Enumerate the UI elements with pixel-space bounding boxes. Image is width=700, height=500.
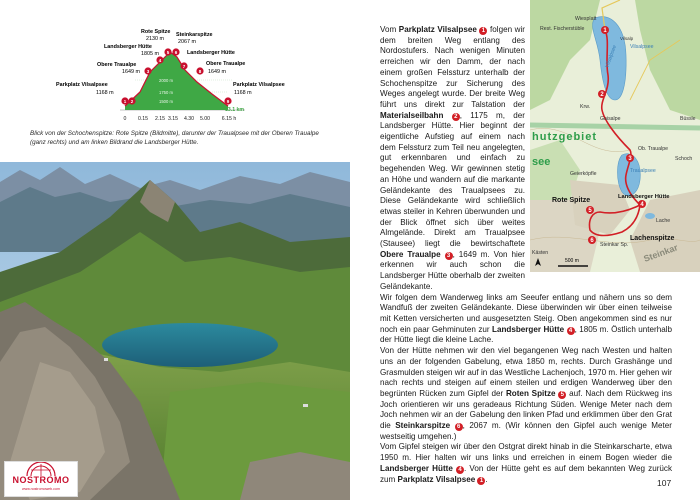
point-elev: 1168 m (234, 90, 252, 96)
svg-text:Lache: Lache (656, 218, 671, 224)
nostromo-watermark (4, 461, 78, 497)
svg-text:Vilsalpsee: Vilsalpsee (604, 44, 618, 69)
svg-text:2: 2 (600, 92, 604, 98)
landscape-photo (0, 162, 350, 500)
waypoint-badge: 1 (477, 477, 485, 485)
distance-label: 13.1 km (225, 107, 245, 113)
axis-tick: 6.15 h (221, 116, 237, 122)
svg-text:Geierköpfle: Geierköpfle (570, 171, 597, 177)
svg-text:Steinkar: Steinkar (642, 242, 680, 264)
paragraph-3: Von der Hütte nehmen wir den viel begangenen Weg nach Westen und halten uns an der folgenden Gabelung, etwa 1850 m, rechts. Durch Grashänge und Grasmulden steigen wir auf in das Westliche Lachenjoch, 1970 m. Hier gehen wir nach rechts und steigen auf einem steilen und erdigen Wanderweg über den begrünten Rücken zum Gipfel der Roten Spitze 5 auf. Nach dem Rückweg ins Joch orientieren wir uns geradeaus Richtung Süden. Wenige Meter nach dem Joch nehmen wir an der Gabelung den linken Pfad und erklimmen über den Grat die Steinkarspitze 6 , 2067 m. (Wir können den Gipfel auch wenige Meter westseitig umgehen.) (380, 346, 673, 441)
axis-tick: 2.15 (154, 116, 166, 122)
map-protected-label: hutzgebiet (532, 131, 597, 143)
point-elev: 2067 m (178, 39, 196, 45)
watermark-site: www.nostromoweb.com (22, 487, 60, 491)
route-description (380, 25, 693, 485)
watermark-logo-icon (5, 462, 77, 476)
svg-text:6: 6 (174, 50, 178, 55)
elevation-profile (0, 0, 350, 125)
svg-text:4: 4 (158, 58, 162, 63)
point-name: Landsberger Hütte (187, 50, 235, 56)
grid-label-1750: 1750 m (159, 90, 173, 95)
svg-text:1: 1 (603, 28, 607, 34)
svg-text:Steinkar Sp.: Steinkar Sp. (600, 242, 629, 248)
axis-tick: 4.30 (183, 116, 195, 122)
svg-text:Gaisalpe: Gaisalpe (600, 116, 621, 122)
waypoint-badge: 1 (479, 27, 487, 35)
waypoint-badge: 4 (456, 466, 464, 474)
paragraph-4: Vom Gipfel steigen wir über den Ostgrat direkt hinab in die Steinkarscharte, etwa 1950 m. Hier halten wir uns links und erreichen in einem Bogen wieder die Landsberger Hütte 4 . Von der Hütte geht es auf dem bekannten Weg zurück zum Parkplatz Vilsalpsee 1 . (380, 442, 672, 484)
svg-text:Rest. Fischerstüble: Rest. Fischerstüble (540, 26, 585, 32)
svg-text:Traualpsee: Traualpsee (630, 168, 656, 174)
svg-text:3: 3 (146, 69, 150, 74)
point-elev: 1649 m (208, 69, 226, 75)
point-name: Steinkarspitze (176, 32, 213, 38)
svg-text:Krw.: Krw. (580, 104, 591, 110)
page-number: 107 (657, 478, 672, 488)
point-elev: 1168 m (96, 90, 114, 96)
point-name: Obere Traualpe (97, 62, 137, 68)
axis-tick: 0.15 (137, 116, 149, 122)
svg-text:Vilsalpsee: Vilsalpsee (630, 44, 654, 50)
point-elev: 1805 m (141, 51, 159, 57)
svg-text:Kästen: Kästen (532, 250, 549, 256)
svg-text:3: 3 (628, 156, 632, 162)
waypoint-badge: 4 (567, 327, 575, 335)
axis-tick: 3.15 (167, 116, 179, 122)
svg-text:4: 4 (640, 202, 644, 208)
svg-text:7: 7 (182, 64, 186, 69)
waypoint-badge: 3 (445, 252, 453, 260)
svg-text:5: 5 (588, 208, 592, 214)
point-elev: 2130 m (146, 36, 164, 42)
map-lachenspitze: Lachenspitze (630, 235, 675, 242)
svg-text:Vilsalp: Vilsalp (620, 36, 634, 41)
grid-label-2000: 2000 m (159, 78, 173, 83)
watermark-brand: NOSTROMO (12, 475, 70, 485)
svg-text:2: 2 (130, 99, 134, 104)
waypoint-badge: 5 (558, 391, 566, 399)
point-name: Parkplatz Vilsalpsee (233, 82, 285, 88)
grid-label-1500: 1500 m (159, 99, 173, 104)
axis-tick: 5.00 (199, 116, 211, 122)
profile-axis (124, 116, 237, 122)
waypoint-badge: 6 (455, 423, 463, 431)
svg-text:9: 9 (226, 99, 230, 104)
svg-text:Schoch: Schoch (675, 156, 693, 162)
svg-text:8: 8 (198, 69, 202, 74)
point-elev: 1649 m (122, 69, 140, 75)
map-rote-spitze: Rote Spitze (552, 197, 591, 204)
svg-text:1: 1 (123, 99, 127, 104)
svg-text:Büssle: Büssle (680, 116, 696, 122)
svg-text:6: 6 (590, 238, 594, 244)
waypoint-badge: 2 (452, 113, 460, 121)
photo-caption: Blick von der Schochenspitze: Rote Spitze (Bildmitte), darunter der Traualpsee mit der Oberen Traualpe (ganz rechts) und am linken Bildrand die Landsberger Hütte. (30, 130, 319, 146)
point-name: Landsberger Hütte (104, 44, 152, 50)
axis-tick: 0 (123, 116, 127, 122)
svg-text:5: 5 (166, 50, 170, 55)
map-see-label: see (532, 156, 551, 168)
point-name: Obere Traualpe (206, 61, 246, 67)
point-name: Parkplatz Vilsalpsee (56, 82, 108, 88)
paragraph-1: Vom Parkplatz Vilsalpsee 1 folgen wir dem breiten Weg entlang des Nordostufers. Nach wenigen Minuten erreichen wir den Damm, der nach einem großen Felssturz unterhalb der Schochenspitze zur Sicherung des Weges angelegt wurde. Der breite Weg führt uns direkt zur Talstation der Materialseilbahn 2 , 1175 m, der Landsberger Hütte. Hier beginnt der eigentliche Aufstieg auf einem nach dem Felssturz zum Teil neu angelegten, gut erkennbaren und einfach zu begehenden Weg. Wir gewinnen stetig an Höhe und wandern auf die markante Geländekante des Traualpsees zu. Diese Geländekante wird schließlich etwas steiler in Kehren überwunden und der Blick öffnet sich über weites Almgelände. Direkt am Traualpsee (Stausee) liegt die bewirtschaftete Obere Traualpe 3 , 1649 m. Von hier erkennen wir auch schon die Landsberger Hütte oberhalb der zweiten Geländekante. (380, 25, 526, 291)
svg-text:Wiesplatt: Wiesplatt (575, 16, 597, 22)
svg-text:Ob. Traualpe: Ob. Traualpe (638, 146, 668, 152)
svg-text:500 m: 500 m (565, 258, 579, 264)
paragraph-2: Wir folgen dem Wanderweg links am Seeufer entlang und nähern uns so dem Wandfuß der zweiten Geländekante. Diese überwinden wir über einen teilweise mit Ketten versicherten und ausgesetzten Steig. Oben angekommen sind es nur noch ein paar Gehminuten zur Landsberger Hütte 4 , 1805 m. Östlich unterhalb der Hütte liegt die kleine Lache. (380, 292, 672, 345)
map-landsberger: Landsberger Hütte (618, 194, 670, 200)
point-name: Rote Spitze (141, 29, 171, 35)
